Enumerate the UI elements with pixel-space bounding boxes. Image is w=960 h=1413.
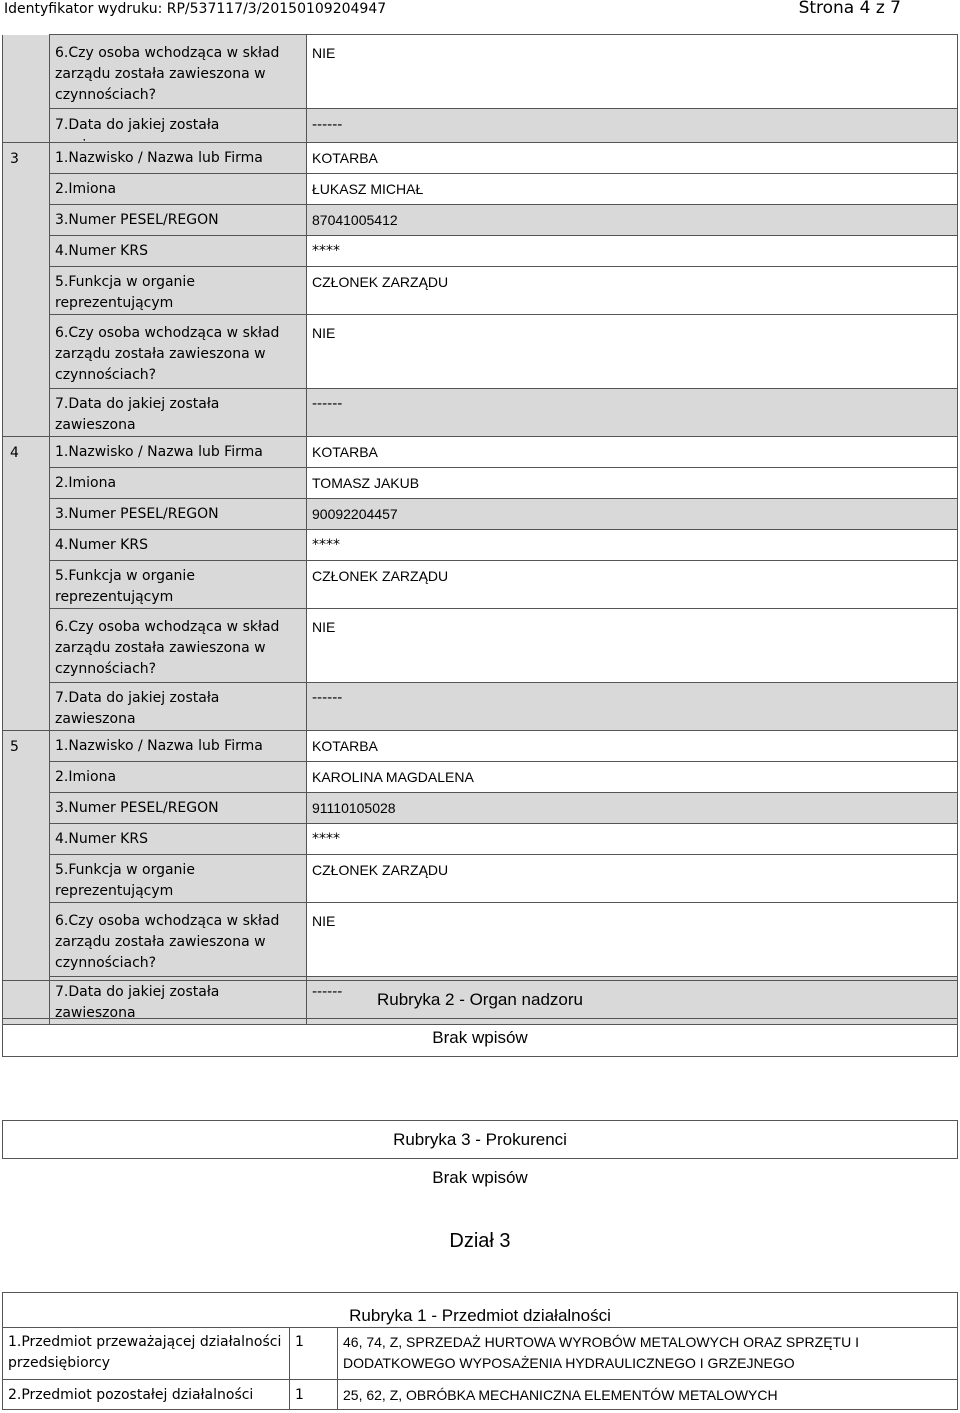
value-suspended: NIE [307,315,958,389]
value-name: KOTARBA [307,437,958,468]
persons-table [2,142,958,1025]
value-pesel: 91110105028 [307,793,958,824]
label-krs: 4.Numer KRS [50,824,307,855]
rubryka-prokurenci [2,1120,958,1196]
label-function: 5.Funkcja w organie reprezentującym [50,267,307,315]
label-name: 1.Nazwisko / Nazwa lub Firma [50,143,307,174]
label-suspended: 6.Czy osoba wchodząca w skład zarządu została zawieszona w czynnościach? [50,609,307,683]
label-pesel: 3.Numer PESEL/REGON [50,793,307,824]
activity-no: 1 [290,1328,338,1380]
rubryka-title: Rubryka 2 - Organ nadzoru [3,981,958,1019]
value-krs: **** [307,530,958,561]
entry-number: 3 [3,143,50,437]
value-suspended-until: ------ [307,683,958,731]
label-suspended-until: 7.Data do jakiej została [50,109,307,158]
value-suspended-until: ------ [307,109,958,158]
value-name: KOTARBA [307,731,958,762]
value-suspended-until: ------ [307,977,958,1025]
value-function: CZŁONEK ZARZĄDU [307,561,958,609]
value-krs: **** [307,236,958,267]
value-suspended: NIE [307,903,958,977]
label-function: 5.Funkcja w organie reprezentującym [50,855,307,903]
label-suspended: 6.Czy osoba wchodząca w skład zarządu została zawieszona w czynnościach? [50,315,307,389]
label-name: 1.Nazwisko / Nazwa lub Firma [50,731,307,762]
value-suspended: NIE [307,35,958,109]
label-suspended-until: 7.Data do jakiej została zawieszona [50,977,307,1025]
rubryka-empty: Brak wpisów [3,1159,958,1197]
value-first-names: TOMASZ JAKUB [307,468,958,499]
value-function: CZŁONEK ZARZĄDU [307,855,958,903]
label-suspended-until: 7.Data do jakiej została zawieszona [50,389,307,437]
value-first-names: ŁUKASZ MICHAŁ [307,174,958,205]
activity-no: 1 [290,1380,338,1410]
value-pesel: 87041005412 [307,205,958,236]
rubryka-empty: Brak wpisów [3,1019,958,1057]
activity-value: 25, 62, Z, OBRÓBKA MECHANICZNA ELEMENTÓW METALOWYCH [338,1380,958,1410]
label-krs: 4.Numer KRS [50,236,307,267]
activity-title: Rubryka 1 - Przedmiot działalności [3,1293,958,1328]
print-identifier: Identyfikator wydruku: RP/537117/3/20150109204947 [4,1,387,17]
label-suspended: 6.Czy osoba wchodząca w skład zarządu została zawieszona w czynnościach? [50,35,307,109]
activity-label: 1.Przedmiot przeważającej działalności przedsiębiorcy [3,1328,290,1380]
activity-value: 46, 74, Z, SPRZEDAŻ HURTOWA WYROBÓW METALOWYCH ORAZ SPRZĘTU I DODATKOWEGO WYPOSAŻENIA HYDRAULICZNEGO I GRZEJNEGO [338,1328,958,1380]
entry-partial [2,34,958,158]
value-pesel: 90092204457 [307,499,958,530]
rubryka-organ-nadzoru [2,980,958,1057]
value-krs: **** [307,824,958,855]
label-pesel: 3.Numer PESEL/REGON [50,205,307,236]
value-first-names: KAROLINA MAGDALENA [307,762,958,793]
label-suspended-until: 7.Data do jakiej została zawieszona [50,683,307,731]
activity-table [2,1292,958,1410]
activity-label: 2.Przedmiot pozostałej działalności [3,1380,290,1410]
value-suspended-until: ------ [307,389,958,437]
entry-number: 4 [3,437,50,731]
label-first-names: 2.Imiona [50,762,307,793]
label-krs: 4.Numer KRS [50,530,307,561]
label-first-names: 2.Imiona [50,468,307,499]
label-first-names: 2.Imiona [50,174,307,205]
label-name: 1.Nazwisko / Nazwa lub Firma [50,437,307,468]
value-name: KOTARBA [307,143,958,174]
label-pesel: 3.Numer PESEL/REGON [50,499,307,530]
page-header [0,0,960,22]
value-function: CZŁONEK ZARZĄDU [307,267,958,315]
label-suspended: 6.Czy osoba wchodząca w skład zarządu została zawieszona w czynnościach? [50,903,307,977]
label-function: 5.Funkcja w organie reprezentującym [50,561,307,609]
value-suspended: NIE [307,609,958,683]
entry-number: 5 [3,731,50,1025]
section-title: Dział 3 [449,1230,511,1252]
rubryka-title: Rubryka 3 - Prokurenci [3,1121,958,1159]
page-number: Strona 4 z 7 [798,0,901,18]
